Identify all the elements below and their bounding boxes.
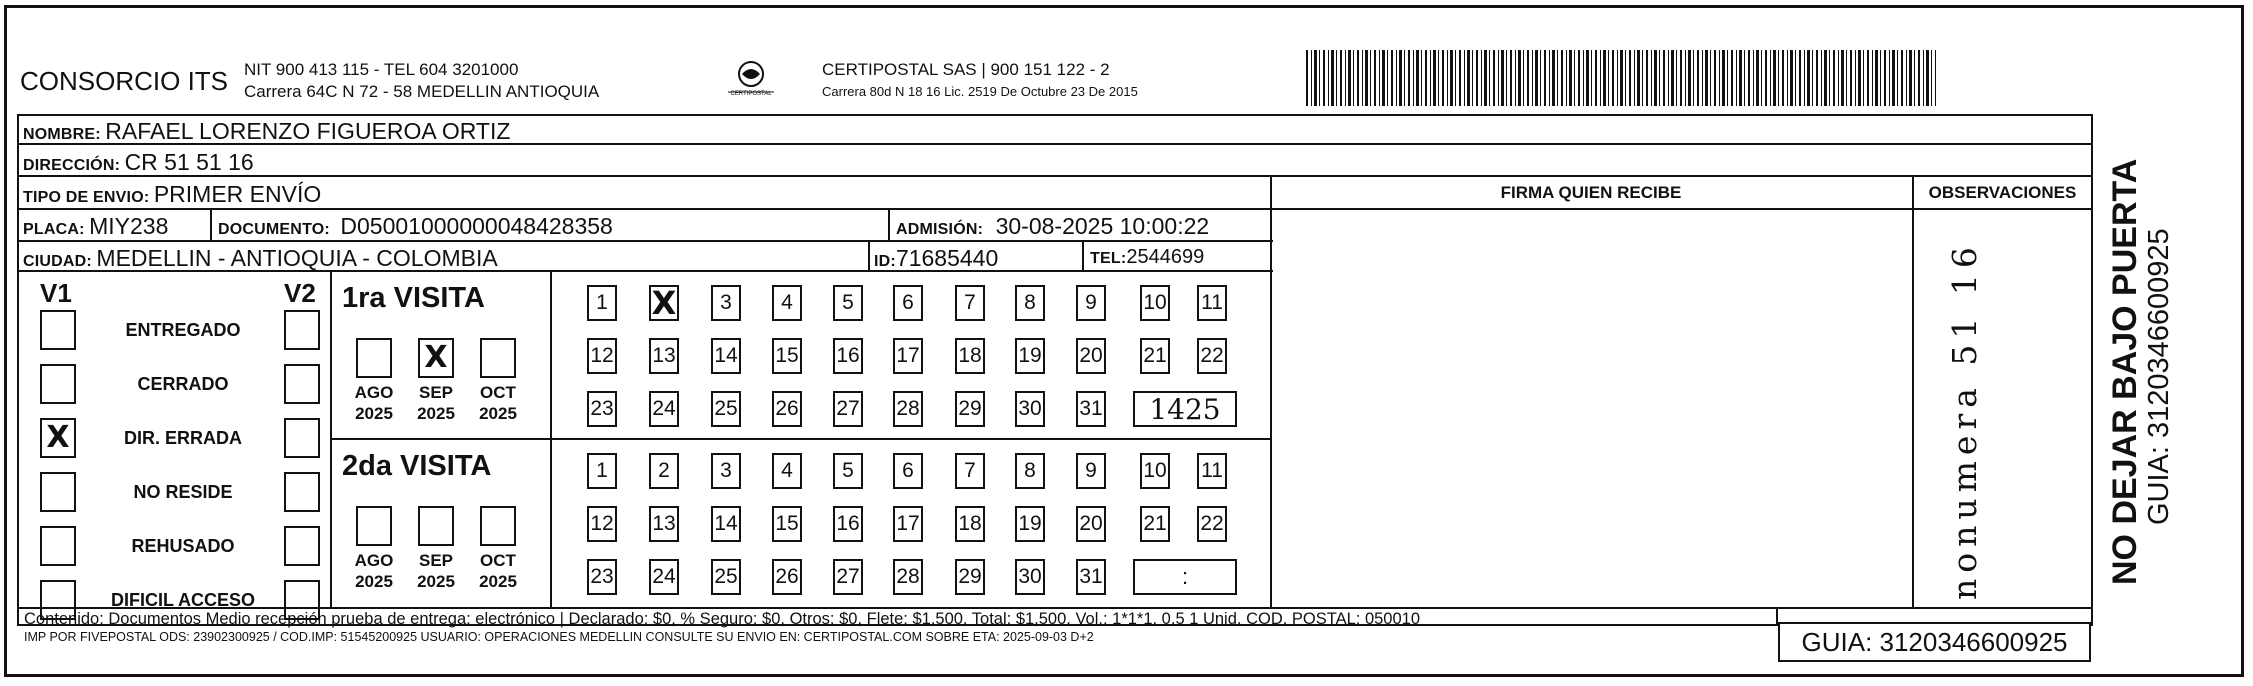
day-box[interactable]: 21 [1140,506,1170,542]
company-name: CONSORCIO ITS [20,66,229,96]
status-reason-label: DIR. ERRADA [123,428,242,448]
v1-checkbox[interactable]: X [40,418,76,458]
plate-label: PLACA: [23,221,85,238]
time-box[interactable]: 1425 [1133,391,1237,427]
month-checkbox[interactable] [480,338,516,378]
v1-checkbox[interactable] [40,526,76,566]
day-box[interactable]: 29 [955,559,985,595]
document-number: D05001000000048428358 [340,213,613,239]
shipping-type-row [23,181,321,208]
v2-label: V2 [284,278,316,308]
day-box[interactable]: 30 [1015,559,1045,595]
shipping-type: PRIMER ENVÍO [153,181,322,207]
month-label [346,382,402,424]
day-box[interactable]: 8 [1015,453,1045,489]
logo-text: CERTIPOSTAL [730,91,772,97]
day-box[interactable]: 28 [893,559,923,595]
col-line [1082,240,1084,272]
month-label [470,382,526,424]
v1-checkbox[interactable] [40,364,76,404]
month-checkbox[interactable] [356,338,392,378]
v1-checkbox[interactable] [40,310,76,350]
status-reason-label: NO RESIDE [133,482,233,502]
day-box[interactable]: 22 [1197,506,1227,542]
city-cell [23,245,498,272]
visit-divider [330,438,1272,440]
day-box[interactable]: 20 [1076,338,1106,374]
table-top-border [17,114,2093,116]
footer-imp: IMP POR FIVEPOSTAL ODS: 23902300925 / COD.IMP: 51545200925 USUARIO: OPERACIONES MEDELLIN CONSULTE SU ENVIO EN: CERTIPOSTAL.COM SOBRE ETA: 2025-09-03 D+2 [24,630,1094,644]
day-box[interactable]: 31 [1076,559,1106,595]
day-box[interactable]: 7 [955,285,985,321]
day-box[interactable]: 25 [711,559,741,595]
month-name: SEP [418,551,454,570]
day-box[interactable]: 24 [649,559,679,595]
tel-label: TEL: [1090,250,1127,267]
document-label: DOCUMENTO: [218,221,330,238]
address-row [23,149,254,176]
visit1-title: 1ra VISITA [342,282,485,314]
day-box[interactable]: 20 [1076,506,1106,542]
day-box[interactable]: 16 [833,338,863,374]
side-warning: NO DEJAR BAJO PUERTA [2106,158,2144,585]
row-line [17,607,2093,609]
day-box[interactable]: 27 [833,559,863,595]
admission-label: ADMISIÓN: [896,221,984,238]
col-line [1270,175,1272,609]
name-label: NOMBRE: [23,126,101,143]
admission-date: 30-08-2025 10:00:22 [995,213,1210,239]
day-box[interactable]: 27 [833,391,863,427]
day-box[interactable]: 14 [711,338,741,374]
v1-checkbox[interactable] [40,472,76,512]
day-box[interactable]: 5 [833,285,863,321]
day-box[interactable]: 23 [587,559,617,595]
side-guide: GUIA: 3120346600925 [2143,228,2175,525]
id-number: 71685440 [895,245,999,271]
month-checkbox[interactable] [480,506,516,546]
day-box[interactable]: 12 [587,338,617,374]
city-label: CIUDAD: [23,253,92,270]
tel-number: 2544699 [1126,246,1205,268]
col-line [888,208,890,242]
name-row [23,118,510,145]
carrier-name: CERTIPOSTAL SAS | 900 151 122 - 2 [822,60,1110,79]
address-label: DIRECCIÓN: [23,157,121,174]
footer-guide-box: GUIA: 3120346600925 [1778,622,2091,662]
city: MEDELLIN - ANTIOQUIA - COLOMBIA [96,245,498,271]
day-box[interactable]: 12 [587,506,617,542]
v2-checkbox[interactable] [284,472,320,512]
recipient-address: CR 51 51 16 [124,149,254,175]
document-cell [218,213,613,240]
day-box[interactable]: 8 [1015,285,1045,321]
barcode [1306,50,1936,106]
signature-header: FIRMA QUIEN RECIBE [1500,183,1682,202]
month-checkbox[interactable]: X [418,338,454,378]
col-line [210,208,212,242]
day-box[interactable]: 30 [1015,391,1045,427]
status-reason-label: CERRADO [137,374,229,394]
month-year: 2025 [417,572,455,591]
day-box[interactable]: 10 [1140,453,1170,489]
day-box[interactable]: 26 [772,559,802,595]
v2-checkbox[interactable] [284,364,320,404]
day-box[interactable]: 29 [955,391,985,427]
footer-content: Contenido: Documentos Medio recepción prueba de entrega: electrónico | Declarado: $0, % Seguro: $0, Otros: $0, Flete: $1,500, Total: $1,500. Vol.: 1*1*1. 0.5 1 Unid. COD. POSTAL: 050010 [24,610,1421,628]
month-checkbox[interactable] [356,506,392,546]
day-box[interactable]: 15 [772,506,802,542]
status-reason-label: DIFICIL ACCESO [110,590,255,610]
month-year: 2025 [479,572,517,591]
observation-handwriting: nonumera 51 16 [1945,241,1984,600]
day-box[interactable]: 15 [772,338,802,374]
day-box[interactable]: 16 [833,506,863,542]
id-cell [874,245,998,272]
month-name: OCT [480,383,516,402]
company-address: Carrera 64C N 72 - 58 MEDELLIN ANTIOQUIA [244,82,600,101]
month-label [346,550,402,592]
day-box[interactable]: 13 [649,506,679,542]
day-box[interactable]: 11 [1197,453,1227,489]
day-box[interactable]: 14 [711,506,741,542]
day-box[interactable]: 6 [893,285,923,321]
day-box[interactable]: 5 [833,453,863,489]
v2-checkbox[interactable] [284,418,320,458]
status-reason-label: REHUSADO [131,536,235,556]
day-box[interactable]: 19 [1015,506,1045,542]
row-line [1270,208,2093,210]
day-box[interactable]: 1 [587,285,617,321]
day-box[interactable]: 2 [649,453,679,489]
month-label [470,550,526,592]
visit2-title: 2da VISITA [342,450,492,482]
day-box[interactable]: 19 [1015,338,1045,374]
status-reason-label: ENTREGADO [125,320,241,340]
v2-checkbox[interactable] [284,526,320,566]
tel-cell [1090,246,1204,269]
month-name: OCT [480,551,516,570]
day-box[interactable]: 9 [1076,285,1106,321]
day-box[interactable]: 21 [1140,338,1170,374]
day-box[interactable]: 3 [711,453,741,489]
recipient-name: RAFAEL LORENZO FIGUEROA ORTIZ [105,118,511,144]
day-box[interactable]: 6 [893,453,923,489]
day-box[interactable]: 26 [772,391,802,427]
day-box[interactable]: 25 [711,391,741,427]
table-right-border [2091,114,2093,626]
day-box[interactable]: 3 [711,285,741,321]
table-left-border [17,114,19,626]
plate: MIY238 [89,213,169,239]
day-box[interactable] [649,285,679,321]
v2-checkbox[interactable] [284,310,320,350]
month-checkbox[interactable] [418,506,454,546]
month-label [408,382,464,424]
day-box[interactable]: 28 [893,391,923,427]
certipostal-logo [718,58,784,102]
v1-label: V1 [40,278,72,308]
day-box[interactable]: 22 [1197,338,1227,374]
day-box[interactable]: 17 [893,506,923,542]
day-box[interactable]: 18 [955,338,985,374]
col-line [868,240,870,272]
day-box[interactable]: 4 [772,285,802,321]
day-box[interactable]: 7 [955,453,985,489]
day-box[interactable]: 24 [649,391,679,427]
day-box[interactable]: 18 [955,506,985,542]
id-label: ID: [874,253,896,270]
row-line [17,175,2093,177]
month-label [408,550,464,592]
observations-header: OBSERVACIONES [1928,183,2077,202]
day-box[interactable]: 4 [772,453,802,489]
day-box[interactable]: 11 [1197,285,1227,321]
month-name: SEP [418,383,454,402]
day-box[interactable]: 31 [1076,391,1106,427]
month-year: 2025 [479,404,517,423]
month-year: 2025 [355,572,393,591]
day-box[interactable]: 10 [1140,285,1170,321]
shipping-type-label: TIPO DE ENVIO: [23,189,150,206]
plate-cell [23,213,168,240]
month-name: AGO [354,551,394,570]
month-year: 2025 [355,404,393,423]
time-box[interactable]: : [1133,559,1237,595]
carrier-address: Carrera 80d N 18 16 Lic. 2519 De Octubre 23 De 2015 [822,84,1138,99]
day-checked-mark: X [651,284,677,322]
day-box[interactable]: 17 [893,338,923,374]
month-name: AGO [354,383,394,402]
admission-cell [896,213,1209,240]
day-box[interactable]: 1 [587,453,617,489]
day-box[interactable]: 13 [649,338,679,374]
day-box[interactable]: 23 [587,391,617,427]
col-line [1912,175,1914,609]
company-nit: NIT 900 413 115 - TEL 604 3201000 [244,60,519,79]
row-line [17,240,1273,242]
day-box[interactable]: 9 [1076,453,1106,489]
month-year: 2025 [417,404,455,423]
